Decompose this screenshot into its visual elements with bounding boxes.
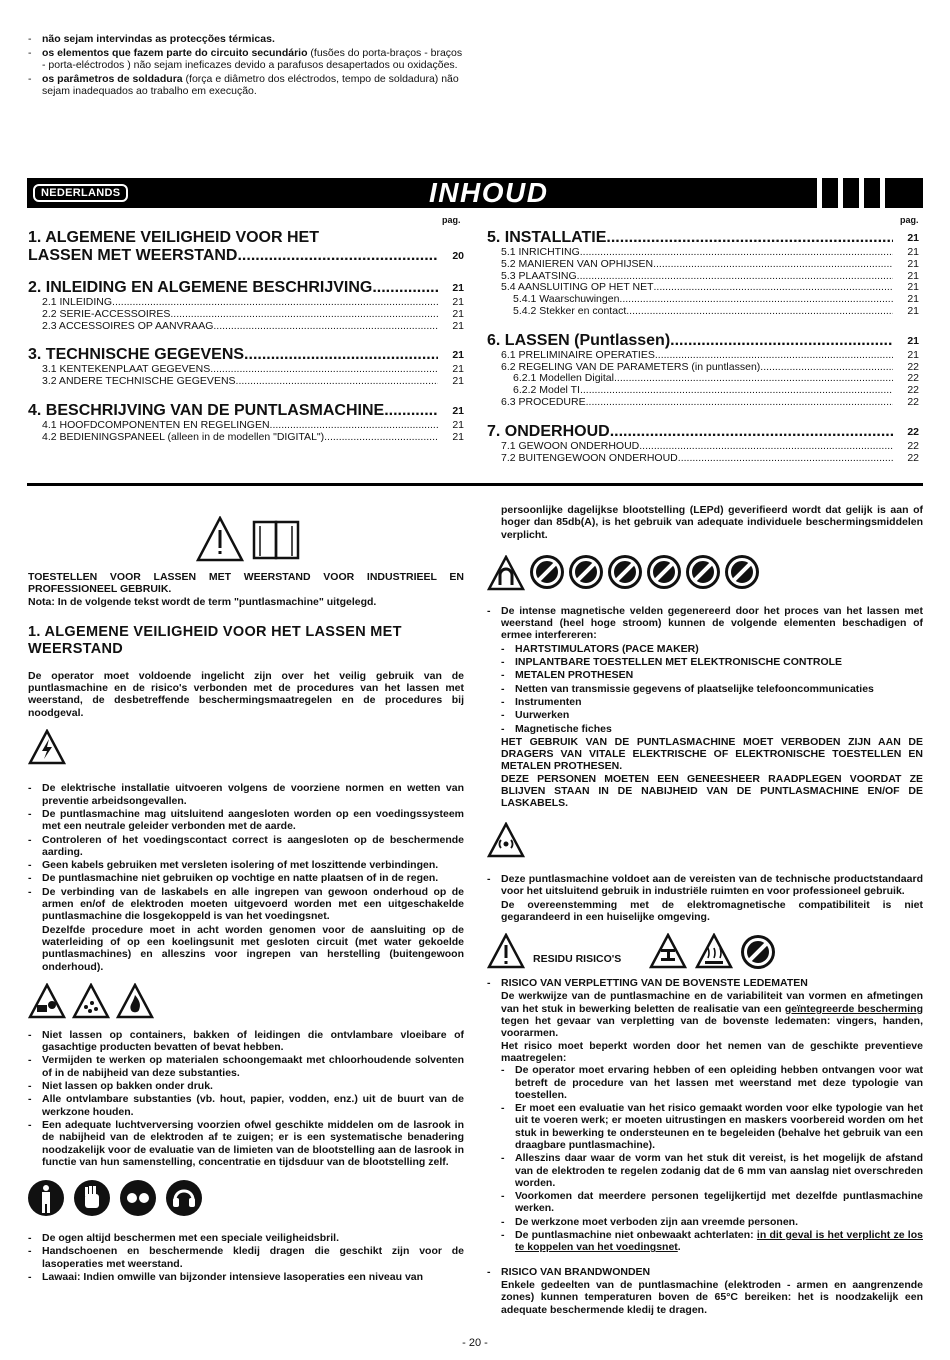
electric-safety-item: - De elektrische installatie uitvoeren volgens de voorziene normen en wetten van preventie arbeidsongevallen. [28, 782, 464, 807]
protective-clothing-icon [28, 1180, 64, 1216]
toc-leader [213, 321, 438, 333]
toc-entry-title: LASSEN MET WEERSTAND [28, 247, 238, 264]
toc-entry-page: 21 [452, 307, 464, 320]
emc-icon-wrap [487, 822, 923, 861]
toc-entry [487, 229, 919, 247]
toc-leader [653, 259, 893, 271]
toc-entry [28, 346, 464, 364]
toc-entry [28, 432, 464, 444]
toc-entry-page: 21 [452, 296, 464, 308]
toc-entry-title: 4.1 HOOFDCOMPONENTEN EN REGELINGEN [42, 418, 270, 431]
toc-entry-title: 6.2 REGELING VAN DE PARAMETERS (in puntlassen) [501, 360, 761, 373]
electric-icon-wrap [28, 729, 464, 768]
electric-safety-item: - Controleren of het voedingscontact correct is aangesloten op de beschermende aarding. [28, 834, 464, 859]
toc-leader [384, 402, 438, 420]
toc-entry-page: 21 [452, 282, 464, 294]
fire-safety-item: - Niet lassen op containers, bakken of leidingen die ontvlambare vloeibare of gasachtige producten bevatten of bevat hebben. [28, 1029, 464, 1054]
crushing-hazard-icon [649, 933, 687, 969]
top-list [28, 33, 464, 99]
toc-entry-page: 21 [452, 319, 464, 332]
toc-leader [655, 350, 893, 362]
magnetic-item: - Instrumenten [501, 696, 923, 708]
toc-leader [210, 364, 438, 376]
toc-entry [28, 279, 464, 297]
ear-protection-icon [166, 1180, 202, 1216]
magnetic-warning-1: HET GEBRUIK VAN DE PUNTLASMACHINE MOET VERBODEN ZIJN AAN DE DRAGERS VAN VITALE ELEKTRISCHE OF ELEKTRONISCHE TOESTELLEN EN METALEN PROTHESEN. [501, 735, 923, 773]
toc-entry [487, 397, 919, 409]
magnetic-field-warning-icon [487, 555, 525, 591]
toc-entry [28, 402, 464, 420]
toc-entry [487, 350, 919, 362]
toc-entry-title: 7.1 GEWOON ONDERHOUD [501, 439, 640, 452]
top-list-item-text: (fusões do porta-braços - braços - porta-eléctrodos ) não sejam ineficazes devido a parafusos desapertados ou oxidações. [42, 46, 463, 71]
emc-statement-2: De overeenstemming met de elektromagnetische compatibiliteit is niet gegarandeerd in een huiselijke omgeving. [501, 898, 923, 923]
magnetic-prohibition-icons [487, 555, 923, 591]
emc-statement: - Deze puntlasmachine voldoet aan de vereisten van de technische productstandaard voor het uitsluitend gebruik in industriële ruimten en voor professioneel gebruik. [487, 873, 923, 898]
toc-entry-page: 21 [907, 269, 919, 282]
toc-entry-title: 5.1 INRICHTING [501, 246, 580, 258]
gloves-icon [74, 1180, 110, 1216]
toc-entry-page: 21 [452, 418, 464, 431]
toc-entry-title: 6.2.1 Modellen Digital [513, 372, 614, 385]
toc-entry-page: 21 [907, 304, 919, 317]
hot-surface-icon [695, 933, 733, 969]
toc-entry-page: 22 [907, 384, 919, 397]
toc-left [28, 229, 464, 444]
fire-hazard-icons [28, 983, 464, 1019]
toc-entry-title: 5. INSTALLATIE [487, 229, 607, 246]
toc-leader [270, 420, 438, 432]
toc-entry-title: 4. BESCHRIJVING VAN DE PUNTLASMACHINE [28, 401, 385, 419]
toc-right [487, 229, 919, 464]
toc-leader [170, 309, 438, 321]
section-1-heading: 1. ALGEMENE VEILIGHEID VOOR HET LASSEN MET WEERSTAND [28, 623, 402, 657]
risk-prevention-item: - Er moet een evaluatie van het risico gemaakt worden voor elke typologie van het uit te voeren werk; er moeten uitrustingen en maskers voorbereid worden om het stuk in bewerking te ondersteunen en te begeleiden (behalve het gebruik van een draagbare puntlasmachine). [501, 1102, 923, 1151]
magnetic-item: - HARTSTIMULATORS (PACE MAKER) [501, 643, 923, 655]
risk-crushing-last: - De puntlasmachine niet onbewaakt achterlaten: in dit geval is het verplicht ze los te koppelen van het voedingsnet. [501, 1229, 923, 1254]
risk-prevention-item: - De operator moet ervaring hebben of een opleiding hebben ontvangen voor wat betreft de procedure van het lassen met weerstand met deze typologie van toestellen. [501, 1064, 923, 1101]
electric-safety-item: - De puntlasmachine mag uitsluitend aangesloten worden op een voedingssysteem met een neutrale geleider verbonden met de aarde. [28, 808, 464, 833]
toc-leader [670, 332, 893, 350]
toc-entry-title: 3.1 KENTEKENPLAAT GEGEVENS [42, 363, 211, 376]
warning-triangle-icon [196, 516, 306, 564]
no-electronic-devices-icon [647, 555, 681, 589]
toc-leader [372, 279, 438, 297]
toc-entry-page: 21 [907, 246, 919, 258]
toc-entry-title: 5.4.2 Stekker en contact [513, 304, 627, 317]
risk-crushing-title: - RISICO VAN VERPLETTING VAN DE BOVENSTE LEDEMATEN [487, 977, 923, 989]
toc-leader [244, 346, 438, 364]
toc-entry-title: 6.2.2 Model TI [513, 384, 580, 397]
toc-leader [626, 306, 893, 318]
manual-book-icon [254, 522, 298, 558]
fire-safety-item: - Niet lassen op bakken onder druk. [28, 1080, 464, 1092]
radio-emission-icon [487, 822, 525, 858]
flame-hazard-icon [116, 983, 154, 1019]
toc-entry-title: 5.4.1 Waarschuwingen [513, 293, 620, 306]
top-list-item-text: (força e diâmetro dos eléctrodos, tempo de soldadura) não sejam inadequados ao trabalho em execução. [42, 72, 459, 97]
toc-entry-page: 21 [452, 430, 464, 443]
toc-entry-page: 21 [907, 334, 919, 347]
magnetic-item: - Netten van transmissie gegevens of plaatselijke telefooncommunicaties [501, 683, 923, 695]
toc-leader [614, 373, 893, 385]
toc-entry [487, 453, 919, 465]
toc-entry-page: 21 [907, 281, 919, 294]
warning-manual-icons [196, 516, 306, 569]
electric-safety-item: - De verbinding van de laskabels en alle ingrepen van gewoon onderhoud op de armen en/of de elektroden moeten uitgevoerd worden met een uitgeschakelde puntlasmachine die losgekoppeld is van het voedingsnet. [28, 886, 464, 923]
toc-entry-title: 1. ALGEMENE VEILIGHEID VOOR HET [28, 229, 319, 246]
ppe-icons [28, 1180, 464, 1216]
toc-entry-page: 22 [907, 439, 919, 452]
toc-leader [237, 247, 438, 265]
toc-entry-title: 6. LASSEN (Puntlassen) [487, 331, 671, 349]
risk-prevention-item: - Voorkomen dat meerdere personen tegelijkertijd met dezelfde puntlasmachine werken. [501, 1190, 923, 1215]
no-magnetic-cards-icon [725, 555, 759, 589]
toc-entry [487, 306, 919, 318]
toc-entry-title: 6.3 PROCEDURE [501, 395, 586, 408]
toc-leader [619, 294, 893, 306]
top-list-item-bold: não sejam intervindas as protecções térmicas. [42, 33, 275, 45]
electric-hazard-icon [28, 729, 66, 765]
toc-entry [28, 321, 464, 333]
fumes-hazard-icon [72, 983, 110, 1019]
no-watches-icon [686, 555, 720, 589]
risk-crushing-para-2: Het risico moet beperkt worden door het nemen van de geschikte preventieve maatregelen: [501, 1039, 923, 1064]
top-list-item [28, 73, 464, 98]
electric-safety-item: - Geen kabels gebruiken met versleten isolering of met loszittende verbindingen. [28, 859, 464, 871]
toc-entry-title: 5.2 MANIEREN VAN OPHIJSEN [501, 257, 654, 270]
fire-safety-item: - Alle ontvlambare substanties (vb. hout, papier, vodden, enz.) uit de buurt van de werkzone houden. [28, 1093, 464, 1118]
toc-leader [610, 423, 893, 441]
toc-entry-title: 2.3 ACCESSOIRES OP AANVRAAG [42, 319, 214, 332]
toc-banner [27, 178, 923, 208]
toc-entry-page: 21 [907, 348, 919, 361]
toc-entry-page: 22 [907, 395, 919, 408]
toc-leader [586, 397, 893, 409]
section-divider [27, 483, 923, 486]
explosion-container-icon [28, 983, 66, 1019]
fire-safety-item: - Vermijden te werken op materialen schoongemaakt met chloorhoudende solventen of in de nabijheid van deze substanties. [28, 1054, 464, 1079]
toc-leader [324, 432, 438, 444]
toc-entry-title: 5.3 PLAATSING [501, 269, 577, 282]
toc-entry [28, 247, 464, 265]
toc-leader [639, 441, 893, 453]
toc-entry-title: 2. INLEIDING EN ALGEMENE BESCHRIJVING [28, 279, 373, 296]
toc-entry-title: 6.1 PRELIMINAIRE OPERATIES [501, 348, 655, 361]
toc-entry-title: 2.1 INLEIDING [42, 296, 113, 308]
residual-risks-row [487, 933, 923, 969]
toc-entry-page: 21 [452, 375, 464, 388]
no-unauthorized-persons-icon [741, 935, 775, 969]
intro-note: Nota: In de volgende tekst wordt de term "puntlasmachine" uitgelegd. [28, 595, 377, 608]
toc-pag-label-left: pag. [442, 215, 461, 225]
banner-stripes [803, 178, 923, 208]
section-1-para: De operator moet voldoende ingelicht zijn over het veilig gebruik van de puntlasmachine en de risico's verbonden met de procedures van het lassen met weerstand, de desbetreffende beschermingsmaatregelen en de procedures bij noodgeval. [28, 669, 464, 719]
residual-risks-label: RESIDU RISICO'S [533, 952, 622, 965]
safety-glasses-icon [120, 1180, 156, 1216]
magnetic-warning-2: DEZE PERSONEN MOETEN EEN GENEESHEER RAADPLEGEN VOORDAT ZE BLIJVEN STAAN IN DE NABIJHEID VAN DE PUNTLASMACHINE EN/OF DE LASKABELS. [501, 772, 923, 810]
left-column [28, 571, 464, 1284]
risk-crushing-para: De werkwijze van de puntlasmachine en de variabiliteit van vormen en afmetingen van het stuk in bewerking beletten de realisatie van een geïntegreerde bescherming tegen het gevaar van verpletting van de bovenste ledematen: vingers, handen, voorarmen. [501, 990, 923, 1040]
top-list-item [28, 33, 464, 46]
toc-entry-page: 22 [907, 360, 919, 373]
toc-entry-page [319, 229, 345, 247]
electric-safety-item: - De puntlasmachine niet gebruiken op vochtige en natte plaatsen of in de regen. [28, 872, 464, 884]
toc-entry-title: 3. TECHNISCHE GEGEVENS [28, 346, 245, 364]
ppe-item: - De ogen altijd beschermen met een speciale veiligheidsbril. [28, 1232, 464, 1244]
toc-leader [760, 362, 893, 374]
toc-leader [236, 376, 438, 388]
toc-leader [606, 229, 893, 247]
top-list-item-bold: os parâmetros de soldadura [42, 72, 183, 85]
toc-entry [28, 420, 464, 432]
toc-entry [28, 309, 464, 321]
no-prosthesis-icon [608, 555, 642, 589]
toc-entry [487, 441, 919, 453]
magnetic-item: - METALEN PROTHESEN [501, 669, 923, 681]
fire-safety-item: - Een adequate luchtverversing voorzien ofwel geschikte middelen om de lasrook in de nabijheid van de elektroden af te zuigen; er is een systematische benadering noodzakelijk voor de evaluatie van de limieten van de blootstelling aan de lasrook in functie van hun samenstelling, concentratie en tijdsduur van de blootstelling zelf. [28, 1119, 464, 1168]
toc-entry-page: 22 [907, 451, 919, 464]
toc-entry-title: 2.2 SERIE-ACCESSOIRES [42, 307, 171, 320]
ppe-item: - Lawaai: Indien omwille van bijzonder intensieve lasoperaties een niveau van [28, 1271, 464, 1283]
toc-entry [28, 376, 464, 388]
toc-entry-title: 3.2 ANDERE TECHNISCHE GEGEVENS [42, 375, 236, 388]
toc-pag-label-right: pag. [900, 215, 919, 225]
risk-burns-title: - RISICO VAN BRANDWONDEN [487, 1266, 923, 1278]
top-list-item [28, 47, 464, 72]
page-number: - 20 - [462, 1337, 488, 1349]
toc-entry [487, 423, 919, 441]
no-pacemaker-icon [569, 555, 603, 589]
toc-entry-page: 21 [452, 404, 464, 417]
toc-entry [487, 259, 919, 271]
no-metal-objects-icon [530, 555, 564, 589]
toc-entry-page: 21 [452, 363, 464, 376]
ppe-item: - Handschoenen en beschermende kledij dragen die geschikt zijn voor de lasoperaties met weerstand. [28, 1245, 464, 1270]
residual-warning-icon [487, 933, 525, 969]
intro-line: TOESTELLEN VOOR LASSEN MET WEERSTAND VOOR INDUSTRIEEL EN PROFESSIONEEL GEBRUIK. [28, 571, 464, 596]
risk-burns-para: Enkele gedeelten van de puntlasmachine (elektroden - armen en aangrenzende zones) kunnen temperaturen boven de 65°C bereiken: het is noodzakelijk een adequate beschermende kledij te dragen. [501, 1278, 923, 1316]
toc-entry-title: 7. ONDERHOUD [487, 422, 610, 440]
toc-entry-page: 22 [907, 425, 919, 438]
noise-continued: persoonlijke dagelijkse blootstelling (LEPd) geverifieerd wordt dat gelijk is aan of hoger dan 85db(A), is het gebruik van adequate individuele beschermingsmiddelen verplicht. [501, 504, 923, 541]
toc-entry-page: 21 [907, 257, 919, 270]
magnetic-item: - Uurwerken [501, 709, 923, 721]
toc-leader [654, 282, 894, 294]
risk-prevention-item: - Alleszins daar waar de vorm van het stuk dit vereist, is het mogelijk de afstand van de elektroden te regelen zodanig dat de 6 mm van aanslag niet overschreden worden. [501, 1152, 923, 1189]
toc-entry [487, 332, 919, 350]
right-column [487, 504, 923, 1316]
risk-prevention-item: - De werkzone moet verboden zijn aan vreemde personen. [501, 1216, 923, 1228]
toc-entry-page: 21 [907, 293, 919, 306]
toc-entry-title: 4.2 BEDIENINGSPANEEL (alleen in de modellen "DIGITAL") [42, 430, 325, 443]
toc-leader [678, 453, 893, 465]
toc-entry-page: 21 [907, 232, 919, 244]
toc-entry-page: 20 [452, 250, 464, 262]
toc-entry-title: 7.2 BUITENGEWOON ONDERHOUD [501, 451, 678, 464]
language-tag: NEDERLANDS [33, 184, 128, 202]
toc-entry-page: 21 [452, 349, 464, 362]
toc-leader [580, 385, 893, 397]
toc-entry-page: 22 [907, 372, 919, 385]
elec-extra: Dezelfde procedure moet in acht worden genomen voor de aansluiting op de waterleiding of op een koelingsunit met gesloten circuit (met water gekoelde puntlasmachines) en alleszins voor ingrepen van herstelling (buitengewoon onderhoud). [42, 923, 464, 973]
magnetic-item: - INPLANTBARE TOESTELLEN MET ELEKTRONISCHE CONTROLE [501, 656, 923, 668]
magnetic-item: - Magnetische fiches [501, 723, 923, 735]
toc-entry [28, 229, 464, 247]
top-list-item-bold: os elementos que fazem parte do circuito secundário [42, 46, 308, 59]
toc-entry-title: 5.4 AANSLUITING OP HET NET [501, 281, 654, 294]
magnetic-intro: - De intense magnetische velden gegenereerd door het proces van het lassen met weerstand (heel hoge stroom) kunnen de volgende elementen beschadigen of ermee interfereren: [487, 605, 923, 642]
toc-title: INHOUD [429, 177, 549, 208]
